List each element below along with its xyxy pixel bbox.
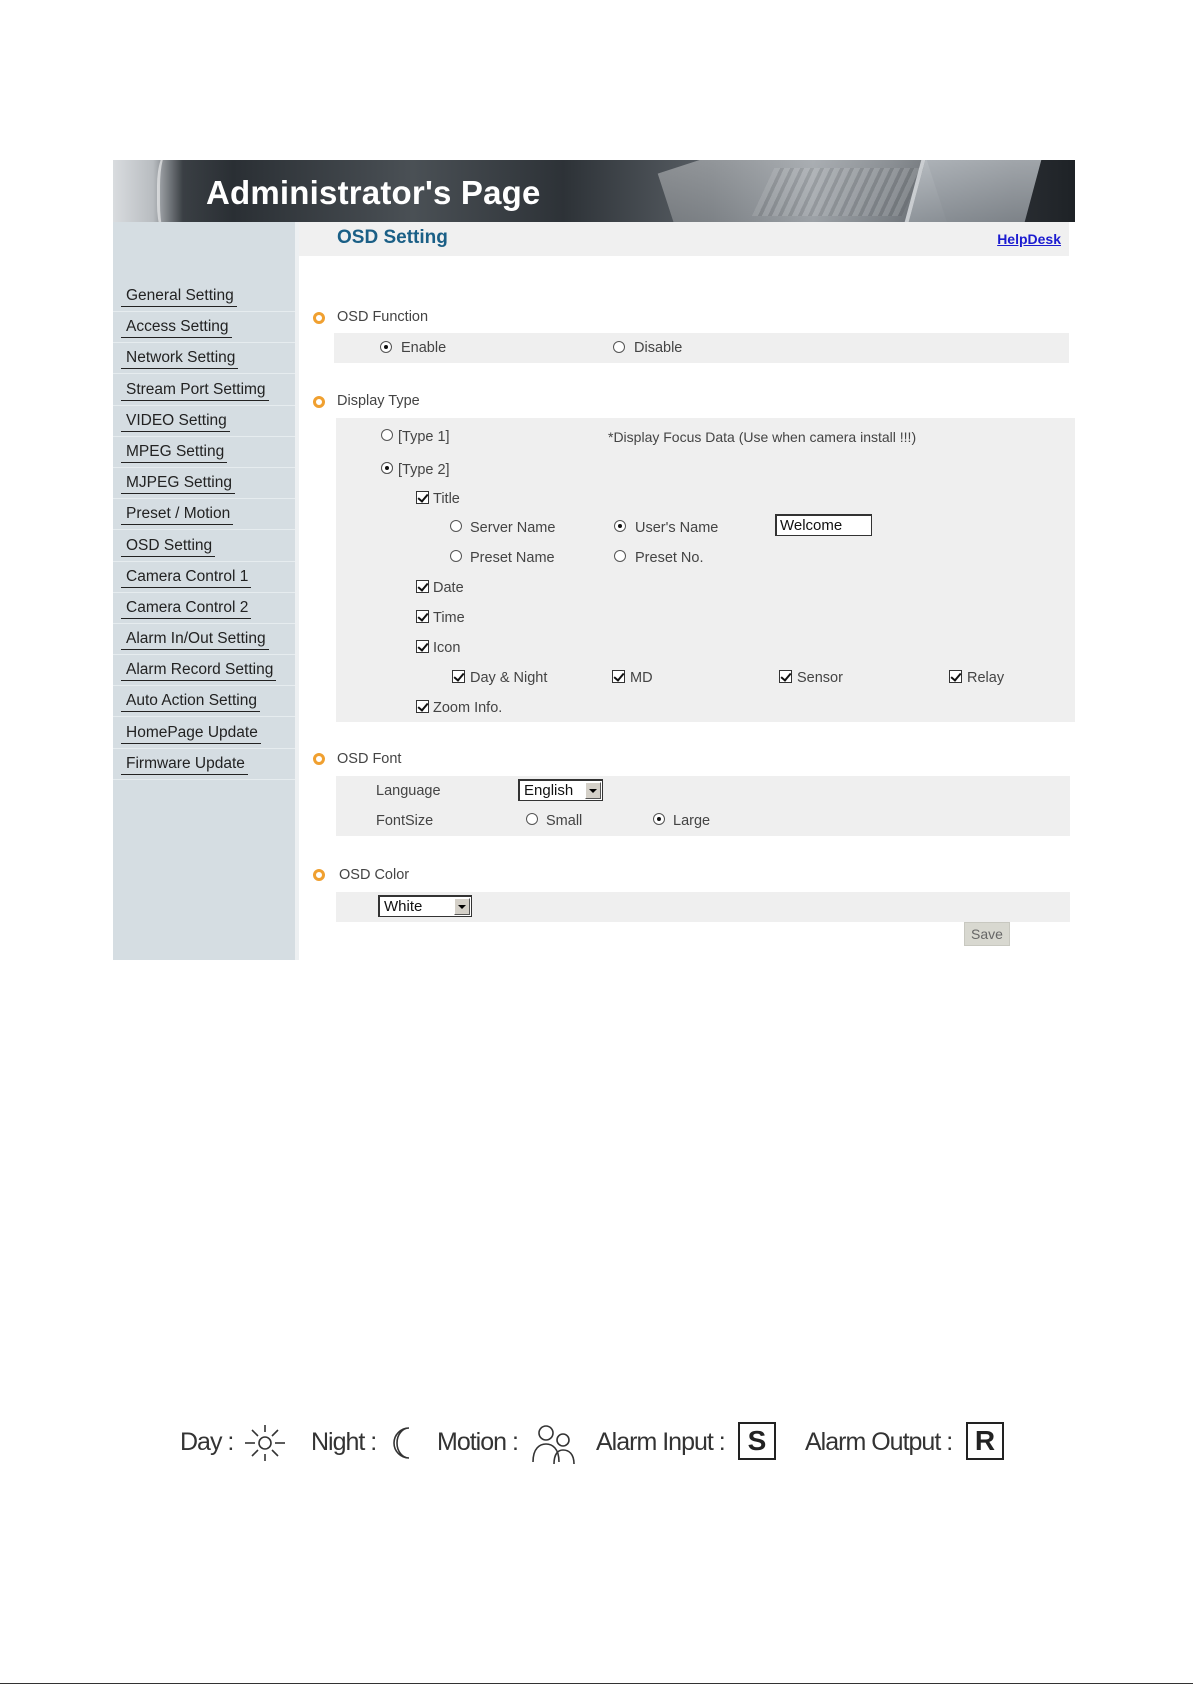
legend-motion-label: Motion : [437,1428,518,1456]
language-select-value: English [524,782,574,799]
osd-color-select-value: White [384,898,423,915]
type2-radio[interactable] [381,462,393,474]
osd-font-heading: OSD Font [337,751,402,767]
sidebar-link[interactable]: Network Setting [121,348,238,369]
fontsize-label: FontSize [376,813,434,829]
section-bullet-icon [313,753,325,765]
enable-radio[interactable] [380,341,392,353]
server-name-label: Server Name [470,520,556,536]
section-bullet-icon [313,312,325,324]
page-bottom-rule [0,1683,1193,1684]
preset-no-radio[interactable] [614,550,626,562]
sidebar-link[interactable]: Auto Action Setting [121,691,260,712]
type1-label: [Type 1] [398,429,450,445]
language-select[interactable] [518,779,603,801]
large-label: Large [673,813,711,829]
sidebar-link[interactable]: Camera Control 1 [121,567,251,588]
legend-alarm-output-label: Alarm Output : [805,1428,953,1456]
osd-color-row [336,892,1070,922]
md-checkbox[interactable] [612,670,625,683]
banner-decoration [157,160,187,222]
sensor-checkbox[interactable] [779,670,792,683]
sidebar-link[interactable]: Firmware Update [121,754,248,775]
sidebar-link[interactable]: Stream Port Settimg [121,380,269,401]
title-bar [299,222,1069,256]
sun-icon [242,1423,288,1463]
sidebar-link[interactable]: General Setting [121,286,237,307]
sidebar-link[interactable]: VIDEO Setting [121,411,230,432]
motion-people-icon [530,1422,582,1466]
sidebar-link[interactable]: HomePage Update [121,723,261,744]
preset-name-radio[interactable] [450,550,462,562]
title-checkbox[interactable] [416,491,429,504]
date-label: Date [433,580,464,596]
sidebar-link[interactable]: Camera Control 2 [121,598,251,619]
helpdesk-link[interactable]: HelpDesk [997,231,1061,247]
sidebar-link[interactable]: Access Setting [121,317,232,338]
osd-color-select[interactable] [378,895,472,917]
chevron-down-icon[interactable] [454,898,470,915]
save-button[interactable]: Save [964,922,1010,946]
legend-day-label: Day : [180,1428,234,1456]
title-label: Title [433,491,460,507]
osd-font-panel [336,776,1070,836]
osd-function-heading: OSD Function [337,309,429,325]
type1-note: *Display Focus Data (Use when camera install !!!) [608,429,917,445]
chevron-down-icon[interactable] [585,782,601,799]
preset-no-label: Preset No. [635,550,704,566]
admin-banner [113,160,1075,222]
small-radio[interactable] [526,813,538,825]
laptop-lid-graphic [905,160,1042,222]
sidebar-link[interactable]: MJPEG Setting [121,473,235,494]
admin-page-frame [113,160,1075,960]
relay-checkbox[interactable] [949,670,962,683]
users-name-input[interactable] [775,514,872,536]
relay-label: Relay [967,670,1005,686]
legend-night-label: Night : [311,1428,377,1456]
zoom-info-checkbox[interactable] [416,700,429,713]
sidebar-link[interactable]: MPEG Setting [121,442,227,463]
enable-label: Enable [401,340,447,356]
sidebar-link[interactable]: Alarm Record Setting [121,660,276,681]
display-type-panel [336,418,1075,722]
icon-label: Icon [433,640,461,656]
main-content [299,222,1075,960]
server-name-radio[interactable] [450,520,462,532]
moon-icon [385,1425,417,1461]
sensor-label: Sensor [797,670,843,686]
osd-function-row [334,333,1069,363]
users-name-radio[interactable] [614,520,626,532]
page-title: OSD Setting [337,227,448,248]
osd-color-heading: OSD Color [339,867,410,883]
sidebar-link[interactable]: Alarm In/Out Setting [121,629,269,650]
alarm-output-r-icon: R [966,1422,1004,1460]
sidebar-link[interactable]: Preset / Motion [121,504,233,525]
date-checkbox[interactable] [416,580,429,593]
section-bullet-icon [313,396,325,408]
icon-checkbox[interactable] [416,640,429,653]
day-night-label: Day & Night [470,670,548,686]
type1-radio[interactable] [381,429,393,441]
small-label: Small [546,813,583,829]
preset-name-label: Preset Name [470,550,555,566]
users-name-label: User's Name [635,520,719,536]
zoom-info-label: Zoom Info. [433,700,503,716]
time-label: Time [433,610,465,626]
sidebar [113,222,295,960]
legend-alarm-input-label: Alarm Input : [596,1428,725,1456]
sidebar-link[interactable]: OSD Setting [121,536,215,557]
time-checkbox[interactable] [416,610,429,623]
alarm-input-s-icon: S [738,1422,776,1460]
md-label: MD [630,670,653,686]
banner-title: Administrator's Page [206,174,541,211]
disable-radio[interactable] [613,341,625,353]
type2-label: [Type 2] [398,462,450,478]
display-type-heading: Display Type [337,393,420,409]
language-label: Language [376,783,441,799]
day-night-checkbox[interactable] [452,670,465,683]
large-radio[interactable] [653,813,665,825]
laptop-keyboard-graphic [752,168,924,216]
section-bullet-icon [313,869,325,881]
disable-label: Disable [634,340,683,356]
